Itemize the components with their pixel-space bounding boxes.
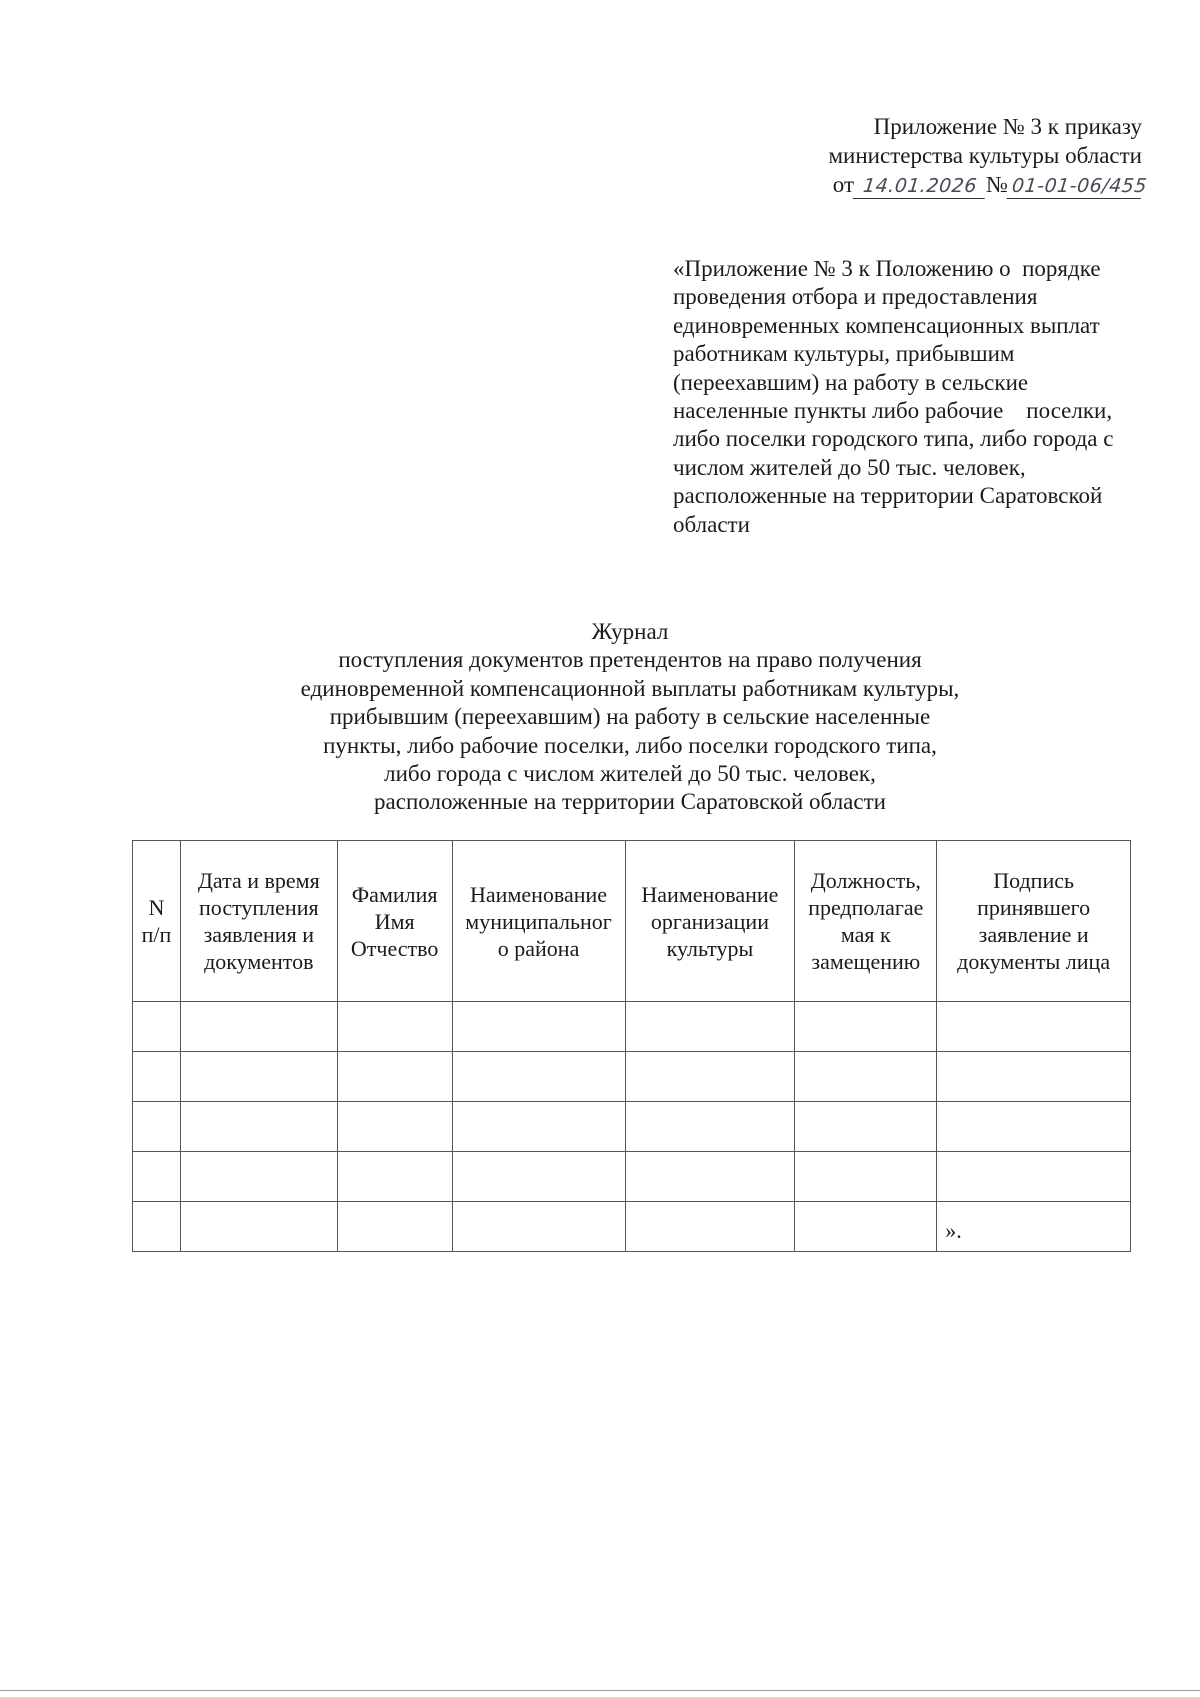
annex-line: «Приложение № 3 к Положению о порядке <box>673 256 1101 281</box>
order-annex-line: Приложение № 3 к приказу <box>873 114 1142 139</box>
annex-line: населенные пункты либо рабочие поселки, <box>673 398 1113 424</box>
table-row <box>133 1152 1131 1202</box>
table-cell <box>452 1102 625 1152</box>
annex-line: числом жителей до 50 тыс. человек, <box>673 454 1026 480</box>
column-header-number: N п/п <box>133 841 181 1002</box>
column-header-signature: Подпись принявшего заявление и документы лица <box>937 841 1131 1002</box>
table-cell <box>795 1102 937 1152</box>
from-prefix: от <box>832 172 855 197</box>
table-cell <box>625 1152 795 1202</box>
journal-table <box>132 840 1131 1252</box>
handwritten-date: 14.01.2026 <box>853 174 988 199</box>
table-cell <box>937 1202 1131 1252</box>
journal-table-body <box>133 1002 1131 1252</box>
table-row <box>133 1002 1131 1052</box>
table-cell <box>625 1002 795 1052</box>
table-cell <box>625 1052 795 1102</box>
journal-title-line: расположенные на территории Саратовской области <box>374 789 886 815</box>
table-cell <box>337 1002 452 1052</box>
table-cell <box>452 1202 625 1252</box>
table-cell <box>937 1052 1131 1102</box>
table-cell <box>937 1002 1131 1052</box>
table-cell <box>180 1202 337 1252</box>
table-cell <box>133 1152 181 1202</box>
table-cell <box>133 1102 181 1152</box>
table-cell <box>180 1102 337 1152</box>
table-cell <box>625 1102 795 1152</box>
annex-line: области <box>673 511 750 537</box>
table-cell <box>795 1052 937 1102</box>
annex-line: либо поселки городского типа, либо города с <box>673 426 1114 452</box>
column-header-received-datetime: Дата и время поступления заявления и документов <box>180 841 337 1002</box>
table-cell <box>795 1202 937 1252</box>
annex-line: расположенные на территории Саратовской <box>673 483 1103 509</box>
table-cell <box>337 1052 452 1102</box>
table-cell <box>180 1002 337 1052</box>
table-cell <box>795 1152 937 1202</box>
table-row <box>133 1052 1131 1102</box>
column-header-position: Должность, предполагае мая к замещению <box>795 841 937 1002</box>
table-cell <box>180 1152 337 1202</box>
table-header-row <box>133 841 1131 1002</box>
order-date-number-line <box>742 170 1149 199</box>
table-cell <box>180 1052 337 1102</box>
journal-title-line: либо города с числом жителей до 50 тыс. человек, <box>384 761 876 787</box>
annex-line: единовременных компенсационных выплат <box>673 312 1100 338</box>
table-cell <box>795 1002 937 1052</box>
order-reference-block <box>742 112 1149 199</box>
journal-title-line: единовременной компенсационной выплаты работникам культуры, <box>300 675 960 701</box>
table-cell <box>337 1152 452 1202</box>
number-sign: № <box>986 172 1008 197</box>
table-cell <box>937 1102 1131 1152</box>
table-row <box>133 1202 1131 1252</box>
table-cell <box>452 1002 625 1052</box>
table-cell <box>133 1002 181 1052</box>
journal-heading: Журнал <box>591 619 669 644</box>
annex-line: работникам культуры, прибывшим <box>673 341 1015 367</box>
annex-reference-block <box>673 255 1153 539</box>
table-cell <box>937 1152 1131 1202</box>
journal-title-line: пункты, либо рабочие поселки, либо поселки городского типа, <box>323 732 937 758</box>
journal-title-line: прибывшим (переехавшим) на работу в сельские населенные <box>329 704 931 730</box>
handwritten-order-number: 01-01-06/455 <box>1007 174 1144 199</box>
table-row <box>133 1102 1131 1152</box>
journal-title-block <box>0 618 1200 817</box>
table-cell <box>133 1052 181 1102</box>
table-cell <box>337 1102 452 1152</box>
scan-bottom-edge <box>0 1690 1200 1691</box>
table-cell <box>625 1202 795 1252</box>
table-cell <box>337 1202 452 1252</box>
closing-quote-mark: ». <box>945 1218 962 1243</box>
table-cell <box>452 1052 625 1102</box>
ministry-line: министерства культуры области <box>828 143 1142 168</box>
journal-title-line: поступления документов претендентов на право получения <box>338 647 922 673</box>
column-header-full-name: Фамилия Имя Отчество <box>337 841 452 1002</box>
column-header-culture-organization: Наименование организации культуры <box>625 841 795 1002</box>
annex-line: проведения отбора и предоставления <box>673 284 1038 310</box>
column-header-municipal-district: Наименование муниципальног о района <box>452 841 625 1002</box>
annex-line: (переехавшим) на работу в сельские <box>673 369 1029 395</box>
table-cell <box>452 1152 625 1202</box>
table-cell <box>133 1202 181 1252</box>
